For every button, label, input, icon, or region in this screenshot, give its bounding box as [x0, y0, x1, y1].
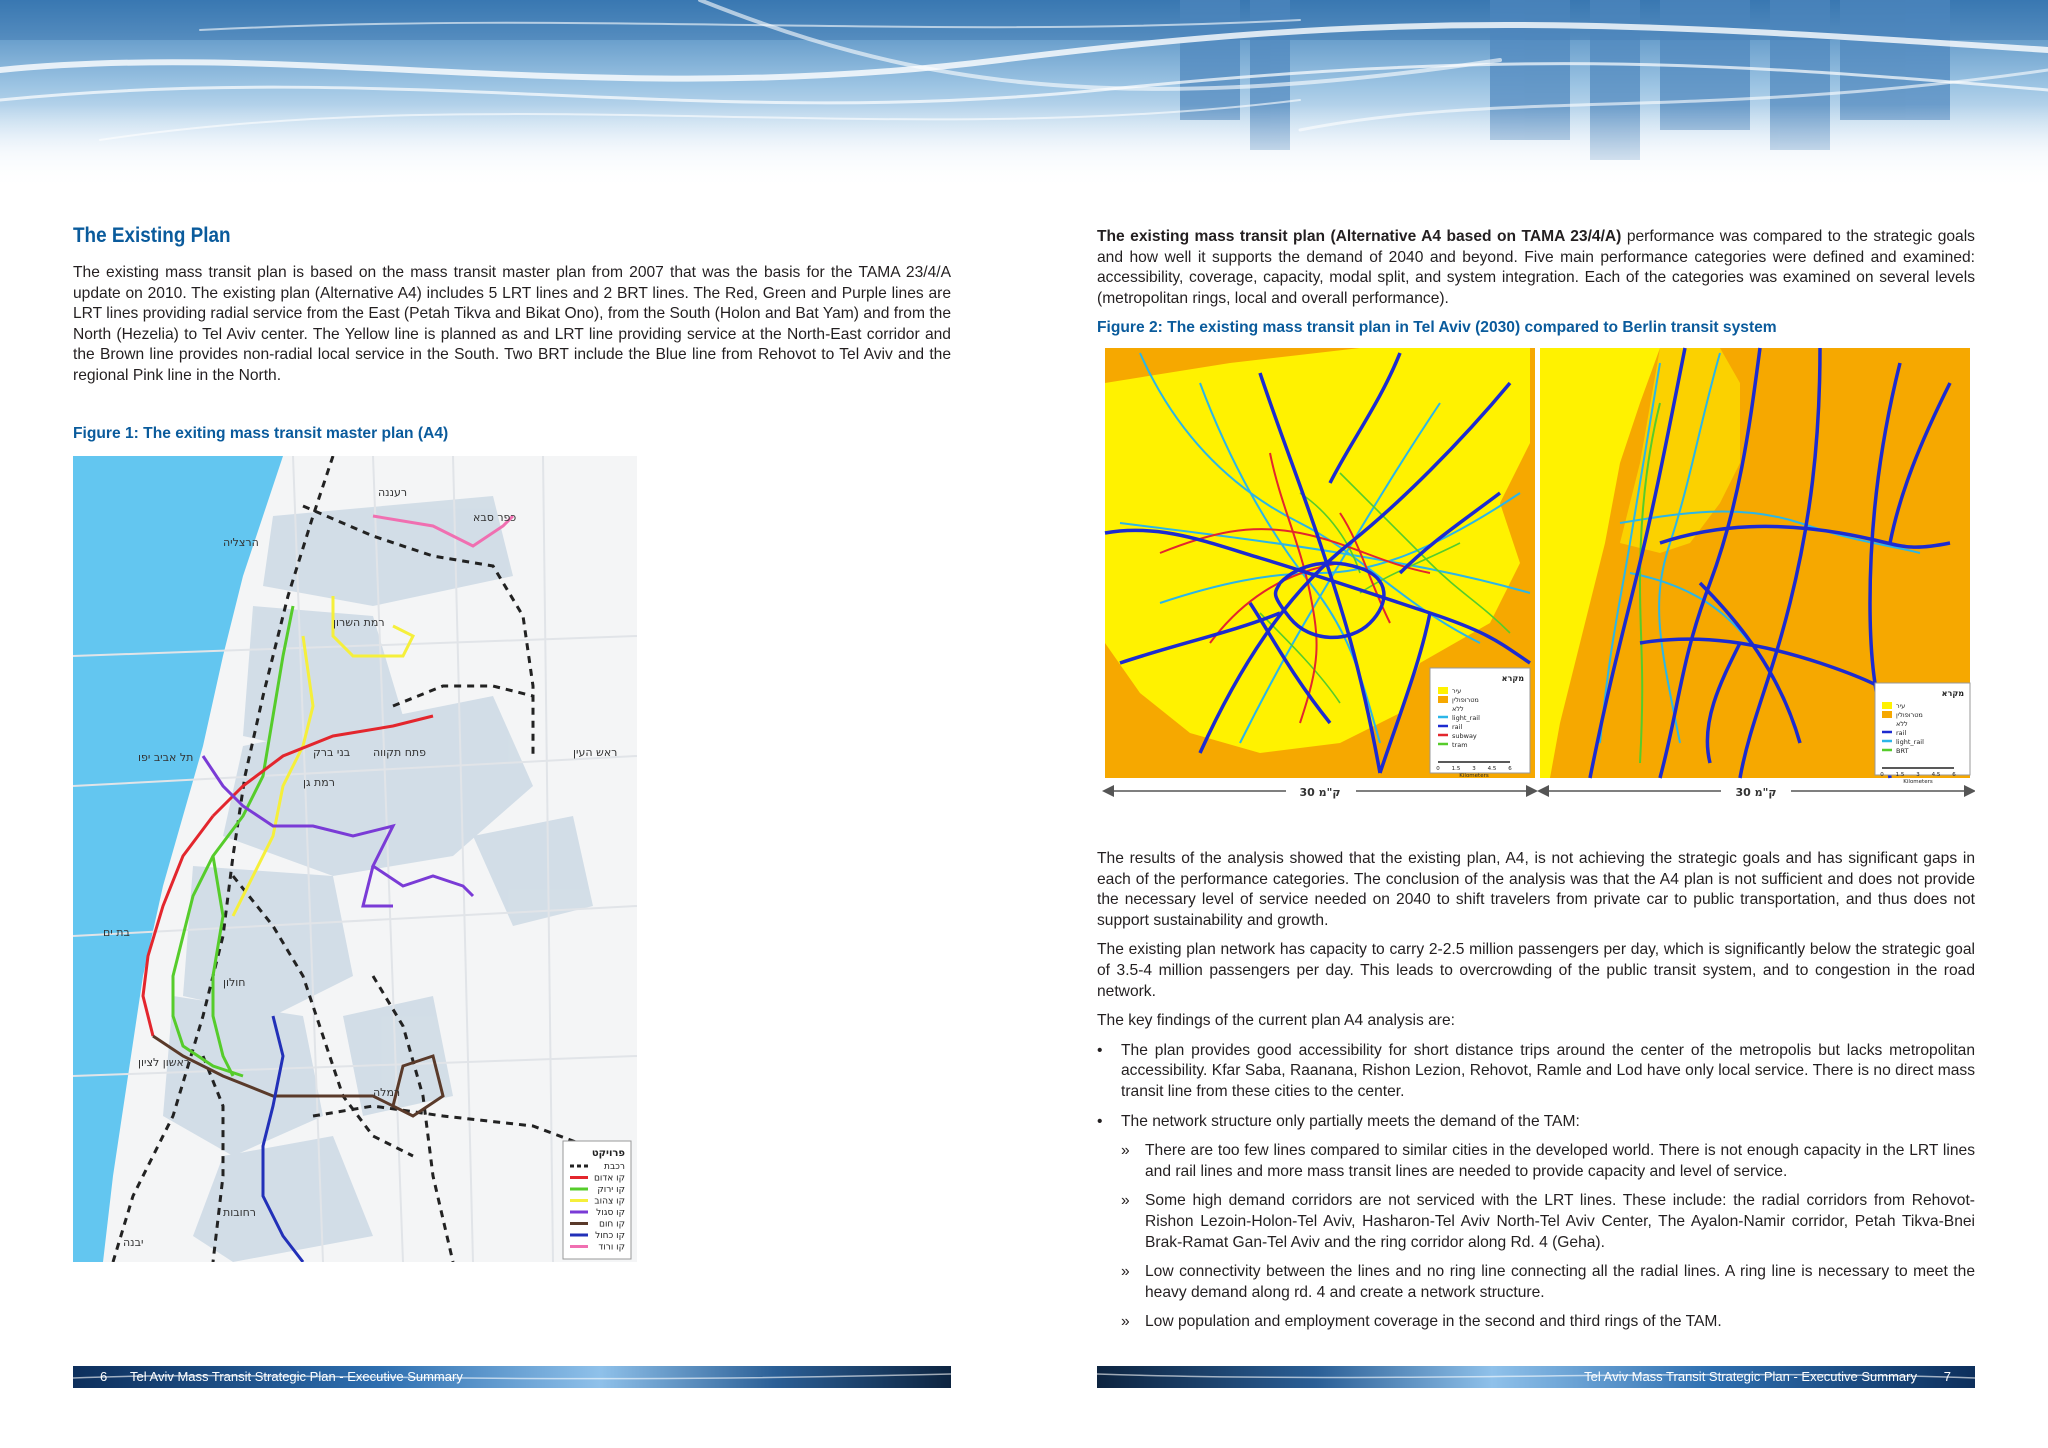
place-label: כפר סבא	[473, 511, 517, 524]
scale-label: 30 ק"מ	[1735, 786, 1777, 799]
legend-label: light_rail	[1896, 738, 1924, 746]
legend-swatch	[1882, 720, 1892, 727]
legend-label: קו חום	[598, 1219, 625, 1230]
legend-label: קו ורוד	[598, 1242, 625, 1253]
place-label: רחובות	[223, 1206, 256, 1219]
place-label: בת ים	[103, 926, 130, 939]
legend-label: מטרופולין	[1452, 696, 1479, 704]
right-intro-rest: performance was compared to the strategic goals and how well it supports the demand of 2040 and beyond. Five main performance categories were defined and examined: accessibility, coverage, capacity, modal split, and system integration. Each of the categories was examined on several levels (metropolitan rings, local and overall performance).	[1097, 228, 1975, 307]
scale-arrows	[1108, 783, 1970, 799]
left-intro-column	[73, 263, 951, 396]
legend-label: ללא	[1452, 705, 1464, 713]
scale-tick-label: 3	[1916, 772, 1920, 778]
scale-tick-label: 0	[1880, 772, 1884, 778]
legend-label: עיר	[1452, 687, 1462, 695]
place-label: רמת גן	[303, 776, 335, 789]
legend-label: ללא	[1896, 720, 1908, 728]
legend-label: subway	[1452, 732, 1477, 740]
figure-1-caption: Figure 1: The exiting mass transit master plan (A4)	[73, 425, 449, 442]
place-label: רעננה	[378, 486, 408, 499]
list-item-text: The network structure only partially meets the demand of the TAM:	[1121, 1112, 1580, 1130]
scale-label: 30 ק"מ	[1299, 786, 1341, 799]
scale-tick-label: 1.5	[1451, 766, 1461, 772]
legend-label: עיר	[1896, 702, 1906, 710]
place-label: בני ברק	[313, 746, 351, 759]
scale-tick-label: 1.5	[1895, 772, 1905, 778]
figure-1-transit-map	[73, 456, 637, 1262]
legend-swatch	[1882, 702, 1892, 709]
tel-aviv-map	[1540, 348, 1970, 785]
legend-swatch	[1438, 696, 1448, 703]
legend-title: פרויקט	[591, 1148, 625, 1159]
place-label: פתח תקווה	[373, 746, 426, 759]
figure-2-comparison-maps	[1100, 343, 1975, 803]
header-banner-image	[0, 0, 2048, 190]
scale-tick-label: 3	[1472, 766, 1476, 772]
sub-list-item: » Some high demand corridors are not serviced with the LRT lines. These include: the radial corridors from Rehovot-Rishon Lezoin-Holon-Tel Aviv, Hasharon-Tel Aviv North-Tel Aviv Center, The Ayalon-Namir corridor, Petah Tikva-Bnei Brak-Ramat Gan-Tel Aviv and the ring corridor along Rd. 4 (Geha).	[1097, 1191, 1975, 1253]
legend-label: קו צהוב	[594, 1196, 625, 1207]
right-intro-bold: The existing mass transit plan (Alternative A4 based on TAMA 23/4/A)	[1097, 228, 1622, 245]
left-intro-paragraph: The existing mass transit plan is based on the mass transit master plan from 2007 that was the basis for the TAMA 23/4/A update on 2010. The existing plan (Alternative A4) includes 5 LRT lines and 2 BRT lines. The Red, Green and Purple lines are LRT lines providing radial service from the East (Petah Tikva and Bikat Ono), from the South (Holon and Bat Yam) and from the North (Hezelia) to Tel Aviv center. The Yellow line is planned as and LRT line providing service at the North-East corridor and the Brown line provides non-radial local service in the South. Two BRT include the Blue line from Rehovot to Tel Aviv and the regional Pink line in the North.	[73, 264, 951, 384]
legend-swatch	[1438, 687, 1448, 694]
figure-1-legend	[563, 1141, 631, 1259]
page-title: The Existing Plan	[73, 224, 231, 247]
legend-label: tram	[1452, 741, 1468, 749]
scale-tick-label: 6	[1508, 766, 1512, 772]
left-page-number: 6	[100, 1369, 108, 1384]
scale-unit: Kilometers	[1903, 779, 1933, 785]
key-findings-list	[1097, 1041, 1975, 1132]
list-item: • The plan provides good accessibility for short distance trips around the center of the metropolis but lacks metropolitan accessibility. Kfar Saba, Raanana, Rishon Lezion, Rehovot, Ramle and Lod have only local service. There is no direct mass transit line from these cities to the center.	[1097, 1041, 1975, 1103]
right-intro-column	[1097, 227, 1975, 318]
legend-label: קו סגול	[596, 1208, 625, 1218]
body-paragraph: The results of the analysis showed that the existing plan, A4, is not achieving the strategic goals and has significant gaps in each of the performance categories. The conclusion of the analysis was that the A4 plan is not sufficient and does not provide the necessary level of service needed on 2040 to shift travelers from private car to public transportation, and thus does not support sustainability and growth.	[1097, 850, 1975, 929]
place-label: רמת השרון	[333, 616, 385, 629]
sub-list-item: » Low population and employment coverage in the second and third rings of the TAM.	[1097, 1312, 1975, 1333]
place-label: תל אביב יפו	[138, 751, 194, 764]
left-footer-bar	[73, 1366, 951, 1388]
legend-label: קו כחול	[595, 1231, 625, 1241]
legend-label: rail	[1896, 729, 1907, 737]
right-footer-text: Tel Aviv Mass Transit Strategic Plan - Executive Summary	[1584, 1369, 1917, 1384]
legend-label: קו אדום	[593, 1173, 625, 1184]
berlin-legend	[1430, 668, 1530, 779]
figure-2-caption: Figure 2: The existing mass transit plan in Tel Aviv (2030) compared to Berlin transit system	[1097, 319, 1777, 336]
legend-label: light_rail	[1452, 714, 1480, 722]
scale-tick-label: 6	[1952, 772, 1956, 778]
scale-tick-label: 4.5	[1487, 766, 1497, 772]
left-footer-text: Tel Aviv Mass Transit Strategic Plan - Executive Summary	[130, 1369, 463, 1384]
right-body-column	[1097, 849, 1975, 1342]
legend-label: rail	[1452, 723, 1463, 731]
legend-a-title: מקרא	[1501, 674, 1524, 683]
berlin-map	[1105, 348, 1535, 779]
place-label: ראשון לציון	[138, 1056, 191, 1069]
place-label: הרצליה	[223, 536, 259, 549]
legend-b-title: מקרא	[1941, 689, 1964, 698]
place-label: רמלה	[373, 1086, 401, 1099]
legend-label: רכבת	[604, 1162, 625, 1172]
right-footer-bar	[1097, 1366, 1975, 1388]
body-paragraph: The existing plan network has capacity to carry 2-2.5 million passengers per day, which is significantly below the strategic goal of 3.5-4 million passengers per day. This leads to overcrowding of the public transit system, and to congestion in the road network.	[1097, 941, 1975, 1000]
sub-list-item: » Low connectivity between the lines and no ring line connecting all the radial lines. A ring line is necessary to meet the heavy demand along rd. 4 and create a network structure.	[1097, 1262, 1975, 1303]
legend-label: BRT	[1896, 747, 1909, 755]
place-label: ראש העין	[573, 746, 618, 759]
list-item	[1097, 1112, 1975, 1133]
legend-label: קו ירוק	[597, 1185, 625, 1195]
right-intro-paragraph	[1097, 227, 1975, 309]
sub-list-item: » There are too few lines compared to similar cities in the developed world. There is not enough capacity in the LRT lines and rail lines and more mass transit lines are needed to provide capacity and level of service.	[1097, 1141, 1975, 1182]
legend-label: מטרופולין	[1896, 711, 1923, 719]
scale-tick-label: 0	[1436, 766, 1440, 772]
network-structure-sublist	[1097, 1141, 1975, 1333]
scale-unit: Kilometers	[1459, 773, 1489, 779]
scale-tick-label: 4.5	[1931, 772, 1941, 778]
legend-swatch	[1882, 711, 1892, 718]
place-label: חולון	[223, 976, 246, 989]
body-paragraph: The key findings of the current plan A4 analysis are:	[1097, 1012, 1455, 1030]
place-label: יבנה	[123, 1236, 144, 1249]
legend-swatch	[1438, 705, 1448, 712]
tel-aviv-legend	[1875, 683, 1970, 785]
right-page-number: 7	[1943, 1369, 1951, 1384]
